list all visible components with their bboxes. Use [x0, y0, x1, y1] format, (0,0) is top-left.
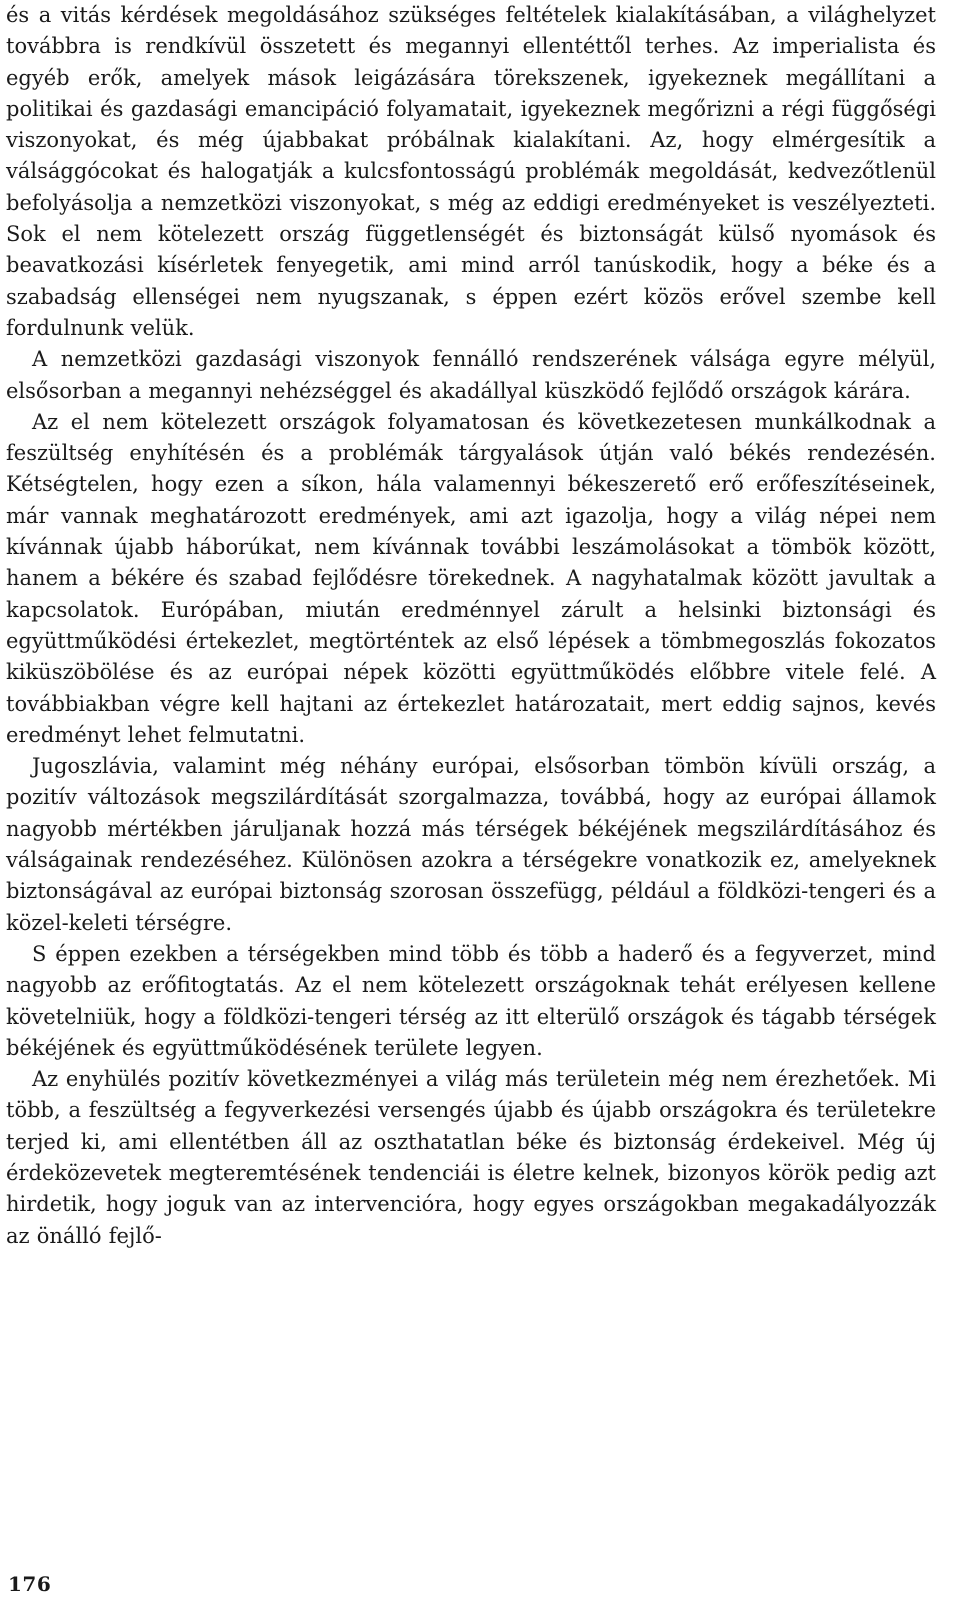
page-body: [6, 0, 936, 1252]
paragraph-2: A nemzetközi gazdasági viszonyok fennálló rendszerének válsága egyre mélyül, elsősorban a megannyi nehézséggel és akadállyal küszködő fejlődő országok kárára.: [6, 347, 936, 403]
paragraph-3: Az el nem kötelezett országok folyamatosan és következetesen munkálkodnak a feszültség enyhítésén és a problémák tárgyalások útján való békés rendezésén. Kétségtelen, hogy ezen a síkon, hála valamennyi békeszerető erő erőfeszítéseinek, már vannak meghatározott eredmények, ami azt igazolja, hogy a világ népei nem kívánnak újabb háborúkat, nem kívánnak további leszámolásokat a tömbök között, hanem a békére és szabad fejlődésre törekednek. A nagyhatalmak között javultak a kapcsolatok. Európában, miután eredménnyel zárult a helsinki biztonsági és együttműködési értekezlet, megtörténtek az első lépések a tömbmegoszlás fokozatos kiküszöbölése és az európai népek közötti együttműködés előbbre vitele felé. A továbbiakban végre kell hajtani az értekezlet határozatait, mert eddig sajnos, kevés eredményt lehet felmutatni.: [6, 409, 936, 747]
paragraph-5: S éppen ezekben a térségekben mind több és több a haderő és a fegyverzet, mind nagyobb az erőfitogtatás. Az el nem kötelezett országoknak tehát erélyesen kellene követelniük, hogy a földközi-tengeri térség az itt elterülő országok és tágabb térségek békéjének és együttműködésének területe legyen.: [6, 941, 936, 1060]
paragraph-4: Jugoszlávia, valamint még néhány európai, elsősorban tömbön kívüli ország, a pozitív változások megszilárdítását szorgalmazza, továbbá, hogy az európai államok nagyobb mértékben járuljanak hozzá más térségek békéjének megszilárdításához és válságainak rendezéséhez. Különösen azokra a térségekre vonatkozik ez, amelyeknek biztonságával az európai biztonság szorosan összefügg, például a földközi-tengeri és a közel-keleti térségre.: [6, 754, 936, 935]
paragraph-1: és a vitás kérdések megoldásához szükséges feltételek kialakításában, a világhelyzet továbbra is rendkívül összetett és megannyi ellentéttől terhes. Az imperialista és egyéb erők, amelyek mások leigázására törekszenek, igyekeznek megállítani a politikai és gazdasági emancipáció folyamatait, igyekeznek megőrizni a régi függőségi viszonyokat, és még újabbakat próbálnak kialakítani. Az, hogy elmérgesítik a válsággócokat és halogatják a kulcsfontosságú problémák megoldását, kedvezőtlenül befolyásolja a nemzetközi viszonyokat, s még az eddigi eredményeket is veszélyezteti. Sok el nem kötelezett ország függetlenségét és biztonságát külső nyomások és beavatkozási kísérletek fenyegetik, ami mind arról tanúskodik, hogy a béke és a szabadság ellenségei nem nyugszanak, s éppen ezért közös erővel szembe kell fordulnunk velük.: [6, 3, 936, 340]
page-number: 176: [8, 1572, 52, 1596]
paragraph-6: Az enyhülés pozitív következményei a világ más területein még nem érezhetőek. Mi több, a feszültség a fegyverkezési versengés újabb és újabb országokra és területekre terjed ki, ami ellentétben áll az oszthatatlan béke és biztonság érdekeivel. Még új érdeközevetek megteremtésének tendenciái is életre kelnek, bizonyos körök pedig azt hirdetik, hogy joguk van az intervencióra, hogy egyes országokban megakadályozzák az önálló fejlő-: [6, 1067, 936, 1248]
